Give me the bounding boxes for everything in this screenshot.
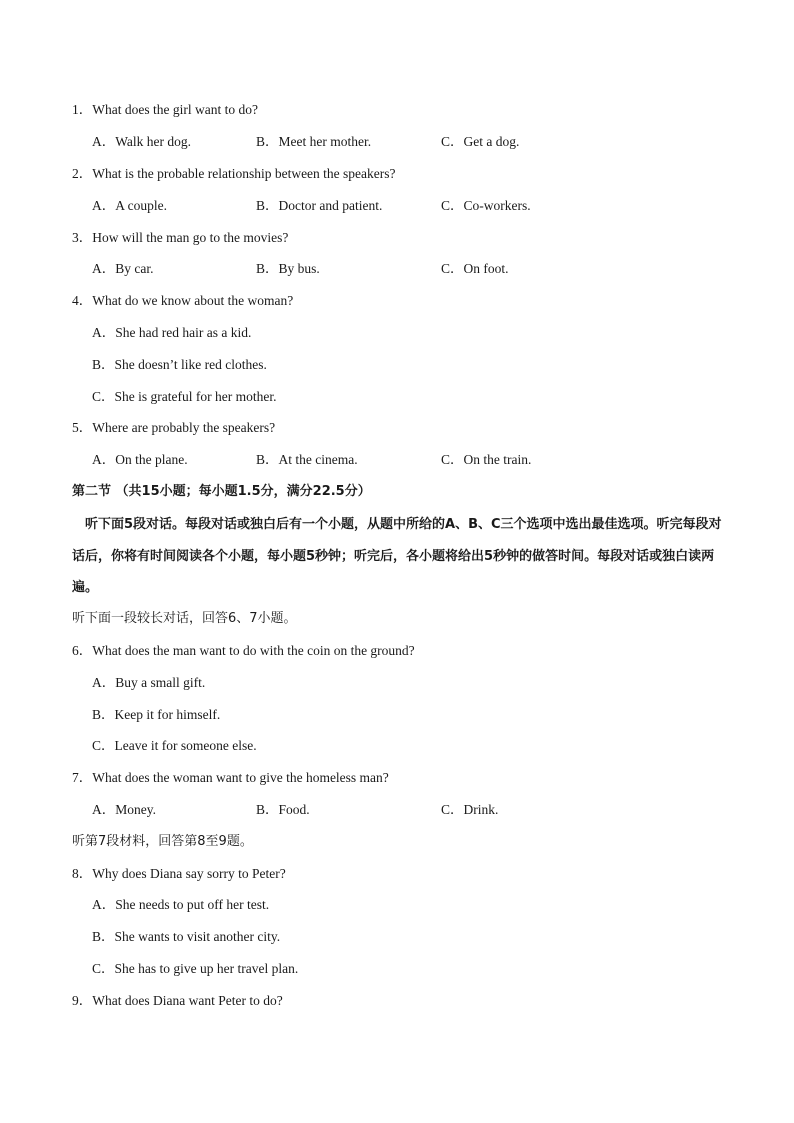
option-a: A．Buy a small gift. [92, 675, 206, 690]
question-3-options [92, 260, 732, 278]
question-5-options [92, 451, 732, 469]
option-b: B．She doesn’t like red clothes. [92, 357, 267, 372]
listening-note-8-9: 听第7段材料，回答第8至9题。 [72, 834, 253, 849]
option-b: B．Doctor and patient. [256, 198, 383, 213]
question-2-stem: 2．What is the probable relationship between the speakers? [72, 166, 396, 181]
option-b: B．By bus. [256, 261, 320, 276]
question-7-stem: 7．What does the woman want to give the homeless man? [72, 770, 389, 785]
option-b: B．She wants to visit another city. [92, 929, 281, 944]
option-b: B．Meet her mother. [256, 134, 372, 149]
question-1-stem: 1．What does the girl want to do? [72, 102, 258, 117]
option-c: C．She has to give up her travel plan. [92, 961, 299, 976]
option-a: A．On the plane. [92, 452, 188, 467]
question-7-options [92, 801, 732, 819]
option-c: C．On foot. [441, 261, 509, 276]
question-4-stem: 4．What do we know about the woman? [72, 293, 294, 308]
question-8-stem: 8．Why does Diana say sorry to Peter? [72, 866, 286, 881]
option-c: C．Leave it for someone else. [92, 738, 257, 753]
option-b: B．Food. [256, 802, 310, 817]
option-b: B．Keep it for himself. [92, 707, 221, 722]
question-9-stem: 9．What does Diana want Peter to do? [72, 993, 283, 1008]
option-a: A．Walk her dog. [92, 134, 192, 149]
option-a: A．Money. [92, 802, 156, 817]
option-b: B．At the cinema. [256, 452, 358, 467]
option-c: C．Get a dog. [441, 134, 520, 149]
question-6-stem: 6．What does the man want to do with the coin on the ground? [72, 643, 415, 658]
question-1-options [92, 133, 732, 151]
question-3-stem: 3．How will the man go to the movies? [72, 230, 289, 245]
option-a: A．A couple. [92, 198, 167, 213]
question-5-stem: 5．Where are probably the speakers? [72, 420, 276, 435]
option-c: C．Drink. [441, 802, 499, 817]
option-a: A．She had red hair as a kid. [92, 325, 252, 340]
section-2-heading: 第二节 （共15小题；每小题1.5分，满分22.5分） [72, 484, 371, 499]
option-a: A．She needs to put off her test. [92, 897, 270, 912]
question-2-options [92, 197, 732, 215]
option-c: C．On the train. [441, 452, 532, 467]
section-2-instructions: 听下面5段对话。每段对话或独白后有一个小题，从题中所给的A、B、C三个选项中选出最佳选项。听完每段对话后，你将有时间阅读各个小题，每小题5秒钟；听完后，各小题将给出5秒钟的做答时间。每段对话或独白读两遍。 [72, 517, 722, 595]
option-c: C．Co-workers. [441, 198, 531, 213]
option-a: A．By car. [92, 261, 154, 276]
option-c: C．She is grateful for her mother. [92, 389, 277, 404]
listening-note-6-7: 听下面一段较长对话，回答6、7小题。 [72, 611, 297, 626]
